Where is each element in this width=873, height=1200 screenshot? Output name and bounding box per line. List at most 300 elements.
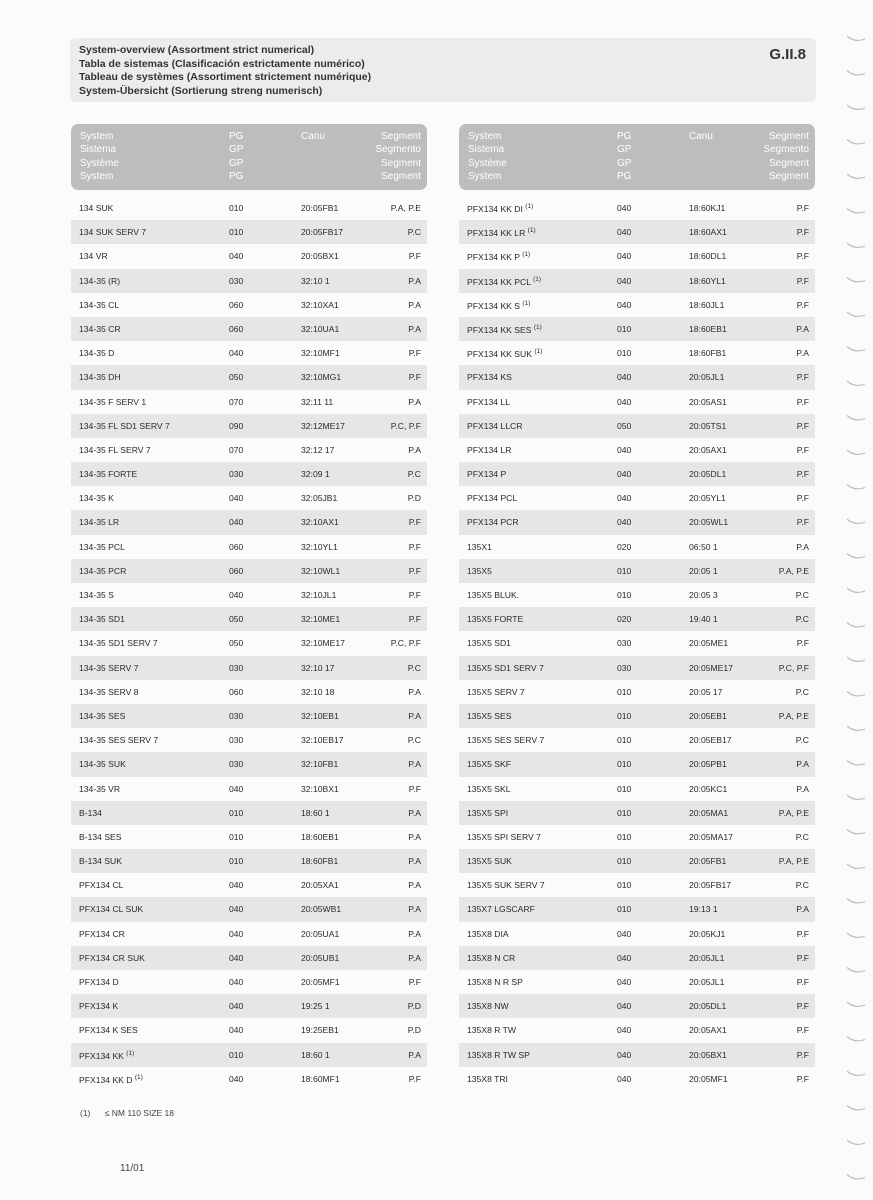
cell-segment: P.A, P.E <box>778 856 809 867</box>
cell-canu: 18:60 1 <box>301 807 330 818</box>
cell-pg: 040 <box>617 1073 632 1084</box>
table-row <box>459 704 815 728</box>
cell-canu: 20:05ME17 <box>689 662 733 673</box>
cell-segment: P.C, P.F <box>390 638 421 649</box>
table-row <box>71 510 427 534</box>
cell-canu: 18:60YL1 <box>689 275 726 286</box>
cell-system: 135X5 SPI <box>467 807 509 818</box>
cell-canu: 20:05DL1 <box>689 1001 727 1012</box>
cell-system: 135X8 R TW SP <box>467 1049 530 1060</box>
cell-system: 135X5 SD1 SERV 7 <box>467 662 544 673</box>
table-row <box>459 1018 815 1042</box>
table-row <box>459 414 815 438</box>
cell-segment: P.C <box>407 735 421 746</box>
cell-system: 134-35 SES SERV 7 <box>79 735 159 746</box>
table-row <box>459 801 815 825</box>
table-row <box>71 486 427 510</box>
table-row <box>459 462 815 486</box>
cell-canu: 20:05ME1 <box>689 638 729 649</box>
table-row <box>71 777 427 801</box>
cell-pg: 060 <box>229 541 244 552</box>
cell-canu: 32:10EB1 <box>301 710 339 721</box>
cell-canu: 32:10 17 <box>301 662 335 673</box>
cell-canu: 32:10EB17 <box>301 735 344 746</box>
cell-system: B-134 SES <box>79 831 122 842</box>
table-row <box>71 462 427 486</box>
cell-segment: P.F <box>796 469 809 480</box>
cell-canu: 20:05WB1 <box>301 904 342 915</box>
column-header-canu: Canu <box>301 131 325 142</box>
cell-pg: 010 <box>617 323 632 334</box>
cell-system: 135X5 SUK <box>467 856 512 867</box>
cell-canu: 18:60EB1 <box>301 831 339 842</box>
cell-pg: 040 <box>617 928 632 939</box>
table-row <box>459 486 815 510</box>
cell-canu: 18:60MF1 <box>301 1073 340 1084</box>
footnote-reference: (1) <box>522 251 531 259</box>
table-body <box>71 196 427 1091</box>
table-row <box>71 801 427 825</box>
cell-system: PFX134 CR SUK <box>79 952 145 963</box>
cell-system: PFX134 LL <box>467 396 510 407</box>
cell-segment: P.A <box>408 952 421 963</box>
table-row <box>71 825 427 849</box>
table-row <box>71 559 427 583</box>
table-row <box>459 559 815 583</box>
table-row <box>459 390 815 414</box>
cell-segment: P.C, P.F <box>778 662 809 673</box>
cell-pg: 040 <box>617 396 632 407</box>
cell-pg: 010 <box>617 831 632 842</box>
binding-hole <box>847 140 865 144</box>
cell-canu: 20:05JL1 <box>689 952 725 963</box>
cell-pg: 040 <box>617 952 632 963</box>
footnote-reference: (1) <box>522 299 531 307</box>
cell-canu: 20:05PB1 <box>689 759 727 770</box>
cell-system: 135X8 N CR <box>467 952 516 963</box>
binding-hole <box>847 830 865 834</box>
cell-pg: 040 <box>617 299 632 310</box>
table-row <box>71 680 427 704</box>
cell-pg: 010 <box>229 227 244 238</box>
cell-pg: 030 <box>229 735 244 746</box>
cell-pg: 040 <box>229 493 244 504</box>
cell-pg: 010 <box>617 904 632 915</box>
cell-system: 134-35 SUK <box>79 759 126 770</box>
cell-canu: 32:10UA1 <box>301 323 340 334</box>
cell-canu: 19:25EB1 <box>301 1025 339 1036</box>
cell-segment: P.A <box>408 710 421 721</box>
cell-pg: 040 <box>229 1025 244 1036</box>
cell-system: PFX134 CL <box>79 880 124 891</box>
cell-canu: 32:10JL1 <box>301 590 337 600</box>
cell-canu: 18:60AX1 <box>689 227 727 238</box>
header-title-es: Tabla de sistemas (Clasificación estrictamente numérico) <box>79 57 365 70</box>
cell-canu: 19:40 1 <box>689 614 718 625</box>
cell-system: PFX134 KS <box>467 372 512 383</box>
cell-canu: 20:05FB1 <box>689 856 727 867</box>
system-table-right <box>459 124 815 1091</box>
cell-segment: P.F <box>408 614 421 625</box>
cell-system: B-134 <box>79 807 102 818</box>
cell-system: 134-35 FL SD1 SERV 7 <box>79 420 170 431</box>
cell-system: 135X5 <box>467 565 492 576</box>
table-body <box>459 196 815 1091</box>
cell-canu: 20:05DL1 <box>689 469 727 480</box>
cell-pg: 030 <box>617 662 632 673</box>
cell-segment: P.F <box>796 1001 809 1012</box>
binding-hole <box>847 864 865 868</box>
table-row <box>459 873 815 897</box>
cell-segment: P.A <box>796 759 809 770</box>
footnote-reference: (1) <box>525 203 534 210</box>
binding-hole <box>847 1002 865 1006</box>
table-row <box>71 994 427 1018</box>
cell-system: 134-35 DH <box>79 372 121 383</box>
binding-hole <box>847 554 865 558</box>
cell-canu: 32:11 11 <box>301 396 334 407</box>
cell-pg: 010 <box>229 203 244 213</box>
header-title-en: System-overview (Assortment strict numerical) <box>79 44 315 56</box>
cell-segment: P.F <box>796 952 809 963</box>
table-row <box>71 341 427 365</box>
table-row <box>71 535 427 559</box>
cell-segment: P.C <box>407 227 421 238</box>
cell-canu: 20:05YL1 <box>689 493 726 504</box>
cell-canu: 32:12 17 <box>301 444 335 455</box>
cell-pg: 040 <box>229 251 244 262</box>
cell-pg: 040 <box>617 469 632 480</box>
header-title-de: System-Übersicht (Sortierung streng numerisch) <box>79 84 323 97</box>
cell-segment: P.F <box>408 783 421 794</box>
page-header <box>70 38 816 102</box>
binding-hole <box>847 761 865 765</box>
cell-segment: P.F <box>796 299 809 310</box>
table-row <box>459 970 815 994</box>
cell-segment: P.F <box>796 1025 809 1036</box>
cell-canu: 20:05EB1 <box>689 710 727 721</box>
binding-hole <box>847 36 865 40</box>
table-row <box>459 946 815 970</box>
cell-system: 135X5 FORTE <box>467 614 524 625</box>
cell-canu: 32:10XA1 <box>301 299 339 310</box>
table-row <box>71 390 427 414</box>
table-row <box>71 317 427 341</box>
cell-canu: 20:05BX1 <box>301 251 339 262</box>
cell-system: PFX134 LR <box>467 444 512 455</box>
binding-hole <box>847 209 865 213</box>
cell-segment: P.A <box>408 880 421 891</box>
cell-pg: 040 <box>617 493 632 504</box>
cell-pg: 030 <box>229 469 244 480</box>
cell-canu: 32:10 1 <box>301 275 330 286</box>
cell-canu: 20:05FB17 <box>689 880 732 891</box>
cell-system: 134-35 D <box>79 348 115 359</box>
cell-segment: P.F <box>796 203 809 213</box>
table-row <box>459 196 815 220</box>
cell-pg: 040 <box>229 590 244 600</box>
cell-pg: 010 <box>617 783 632 794</box>
cell-system: 135X5 SKL <box>467 783 511 794</box>
cell-system: 135X5 SKF <box>467 759 511 770</box>
table-row <box>459 607 815 631</box>
table-row <box>459 825 815 849</box>
cell-system: 134-35 SD1 SERV 7 <box>79 638 158 649</box>
cell-segment: P.F <box>796 420 809 431</box>
cell-pg: 040 <box>229 977 244 987</box>
cell-pg: 060 <box>229 299 244 310</box>
table-row <box>459 728 815 752</box>
column-header-segment: Segment Segmento Segment Segment <box>763 131 809 182</box>
cell-system: PFX134 CL SUK <box>79 904 144 915</box>
cell-system: 135X8 N R SP <box>467 977 523 987</box>
cell-segment: P.A <box>408 831 421 842</box>
binding-hole <box>847 278 865 282</box>
cell-segment: P.C <box>407 469 421 480</box>
cell-segment: P.A, P.E <box>778 710 809 721</box>
cell-pg: 020 <box>617 541 632 552</box>
cell-segment: P.A <box>796 348 809 359</box>
table-row <box>459 1067 815 1091</box>
cell-system: 135X5 SES SERV 7 <box>467 735 545 746</box>
table-row <box>71 269 427 293</box>
table-row <box>71 438 427 462</box>
cell-system: PFX134 CR <box>79 928 125 939</box>
table-row <box>71 897 427 921</box>
cell-system: 135X5 BLUK. <box>467 590 520 600</box>
cell-segment: P.A <box>796 541 809 552</box>
cell-segment: P.A <box>408 1049 421 1060</box>
cell-system: 134-35 S <box>79 590 114 600</box>
binding-holes-decoration <box>845 28 867 1188</box>
table-row <box>459 1043 815 1067</box>
cell-system: 135X7 LGSCARF <box>467 904 535 915</box>
cell-system: 135X8 R TW <box>467 1025 517 1036</box>
binding-hole <box>847 1037 865 1041</box>
table-row <box>71 365 427 389</box>
cell-canu: 20:05AS1 <box>689 396 727 407</box>
cell-segment: P.F <box>796 928 809 939</box>
cell-system: 134-35 FL SERV 7 <box>79 444 151 455</box>
cell-canu: 32:12ME17 <box>301 420 345 431</box>
cell-canu: 20:05AX1 <box>689 444 727 455</box>
cell-pg: 040 <box>617 1049 632 1060</box>
cell-pg: 010 <box>617 856 632 867</box>
cell-pg: 030 <box>229 759 244 770</box>
cell-canu: 20:05UB1 <box>301 952 340 963</box>
table-row <box>459 365 815 389</box>
cell-segment: P.F <box>408 251 421 262</box>
cell-system: PFX134 KK SUK $^{(1)}$ <box>467 348 543 360</box>
table-row <box>71 196 427 220</box>
cell-pg: 040 <box>229 1073 244 1084</box>
cell-system: 134 SUK <box>79 203 114 213</box>
cell-pg: 040 <box>229 952 244 963</box>
cell-pg: 040 <box>617 517 632 528</box>
cell-canu: 18:60JL1 <box>689 299 725 310</box>
cell-canu: 18:60KJ1 <box>689 203 726 213</box>
cell-segment: P.A <box>408 444 421 455</box>
table-row <box>459 680 815 704</box>
cell-segment: P.F <box>796 1049 809 1060</box>
cell-pg: 070 <box>229 396 244 407</box>
binding-hole <box>847 174 865 178</box>
cell-segment: P.F <box>796 977 809 987</box>
cell-segment: P.F <box>796 275 809 286</box>
cell-pg: 040 <box>617 251 632 262</box>
cell-canu: 20:05TS1 <box>689 420 727 431</box>
binding-hole <box>847 71 865 75</box>
cell-pg: 010 <box>617 759 632 770</box>
cell-segment: P.C <box>795 590 809 600</box>
cell-canu: 18:60EB1 <box>689 323 727 334</box>
cell-system: 134 SUK SERV 7 <box>79 227 147 238</box>
cell-segment: P.F <box>796 517 809 528</box>
cell-pg: 010 <box>617 710 632 721</box>
cell-pg: 010 <box>617 565 632 576</box>
cell-segment: P.F <box>796 444 809 455</box>
cell-segment: P.C <box>795 686 809 697</box>
cell-pg: 050 <box>229 614 244 625</box>
cell-pg: 040 <box>229 348 244 359</box>
cell-segment: P.F <box>408 1073 421 1084</box>
table-row <box>71 220 427 244</box>
cell-pg: 010 <box>617 686 632 697</box>
footnote-reference: (1) <box>134 1073 143 1081</box>
cell-system: PFX134 PCL <box>467 493 518 504</box>
cell-segment: P.A <box>408 323 421 334</box>
cell-pg: 060 <box>229 323 244 334</box>
cell-system: 134-35 LR <box>79 517 120 528</box>
cell-segment: P.A <box>796 904 809 915</box>
table-row <box>71 414 427 438</box>
cell-pg: 030 <box>617 638 632 649</box>
cell-segment: P.F <box>796 638 809 649</box>
cell-system: PFX134 KK LR $^{(1)}$ <box>467 227 536 239</box>
cell-pg: 040 <box>229 517 244 528</box>
binding-hole <box>847 1106 865 1110</box>
cell-pg: 020 <box>617 614 632 625</box>
table-row <box>459 317 815 341</box>
table-row <box>71 631 427 655</box>
table-row <box>459 583 815 607</box>
table-header <box>459 124 815 190</box>
cell-segment: P.C <box>795 831 809 842</box>
cell-pg: 040 <box>617 444 632 455</box>
column-header-canu: Canu <box>689 131 713 142</box>
cell-canu: 20:05 3 <box>689 590 718 600</box>
cell-pg: 040 <box>229 904 244 915</box>
cell-canu: 20:05FB17 <box>301 227 344 238</box>
binding-hole <box>847 105 865 109</box>
cell-pg: 040 <box>617 1025 632 1036</box>
table-row <box>71 728 427 752</box>
cell-system: B-134 SUK <box>79 856 122 867</box>
cell-canu: 20:05 1 <box>689 565 718 576</box>
table-row <box>71 1043 427 1067</box>
binding-hole <box>847 519 865 523</box>
cell-pg: 040 <box>617 203 632 213</box>
cell-segment: P.A <box>408 928 421 939</box>
cell-segment: P.F <box>408 977 421 987</box>
cell-segment: P.F <box>408 590 421 600</box>
binding-hole <box>847 657 865 661</box>
binding-hole <box>847 1071 865 1075</box>
column-header-pg: PG GP GP PG <box>229 131 244 182</box>
binding-hole <box>847 692 865 696</box>
binding-hole <box>847 795 865 799</box>
cell-system: 134-35 SES <box>79 710 126 721</box>
cell-canu: 32:05JB1 <box>301 493 338 504</box>
cell-pg: 010 <box>617 348 632 359</box>
cell-system: PFX134 KK SES $^{(1)}$ <box>467 323 542 335</box>
cell-pg: 010 <box>229 831 244 842</box>
table-row <box>459 897 815 921</box>
cell-canu: 18:60FB1 <box>301 856 339 867</box>
table-row <box>71 946 427 970</box>
binding-hole <box>847 243 865 247</box>
cell-system: 134-35 PCR <box>79 565 127 576</box>
cell-segment: P.C <box>795 880 809 891</box>
table-row <box>71 1067 427 1091</box>
cell-segment: P.A <box>408 299 421 310</box>
cell-system: 135X5 SES <box>467 710 512 721</box>
binding-hole <box>847 347 865 351</box>
binding-hole <box>847 933 865 937</box>
cell-canu: 20:05MA17 <box>689 831 733 842</box>
table-row <box>71 970 427 994</box>
footnote-reference: (1) <box>533 323 542 331</box>
footnote-reference: (1) <box>527 227 536 235</box>
system-table-left <box>71 124 427 1091</box>
cell-pg: 040 <box>617 275 632 286</box>
footer-date: 11/01 <box>120 1163 145 1174</box>
footnote-text: ≤ NM 110 SIZE 18 <box>104 1108 174 1118</box>
cell-canu: 20:05 17 <box>689 686 723 697</box>
cell-pg: 050 <box>229 372 244 383</box>
binding-hole <box>847 726 865 730</box>
cell-canu: 32:09 1 <box>301 469 330 480</box>
cell-segment: P.F <box>796 493 809 504</box>
cell-pg: 010 <box>229 1049 244 1060</box>
cell-segment: P.F <box>796 396 809 407</box>
cell-canu: 18:60FB1 <box>689 348 727 359</box>
cell-system: 135X8 DIA <box>467 928 509 939</box>
footnote-marker: (1) <box>80 1108 91 1118</box>
cell-segment: P.A, P.E <box>778 565 809 576</box>
header-title-fr: Tableau de systèmes (Assortiment strictement numérique) <box>79 71 372 83</box>
cell-canu: 32:10BX1 <box>301 783 339 794</box>
table-row <box>71 1018 427 1042</box>
table-row <box>459 269 815 293</box>
cell-segment: P.A <box>408 856 421 867</box>
binding-hole <box>847 485 865 489</box>
table-row <box>71 583 427 607</box>
cell-system: PFX134 KK PCL $^{(1)}$ <box>467 275 542 287</box>
table-row <box>459 220 815 244</box>
cell-system: 135X8 NW <box>467 1001 509 1012</box>
cell-segment: P.F <box>408 565 421 576</box>
table-row <box>71 607 427 631</box>
table-row <box>71 922 427 946</box>
cell-system: 134-35 K <box>79 493 114 504</box>
cell-pg: 040 <box>617 227 632 238</box>
cell-canu: 20:05MA1 <box>689 807 729 818</box>
cell-system: 134-35 SERV 7 <box>79 662 139 673</box>
header-titles <box>79 44 371 98</box>
column-header-segment: Segment Segmento Segment Segment <box>375 131 421 182</box>
cell-canu: 20:05FB1 <box>301 203 339 213</box>
